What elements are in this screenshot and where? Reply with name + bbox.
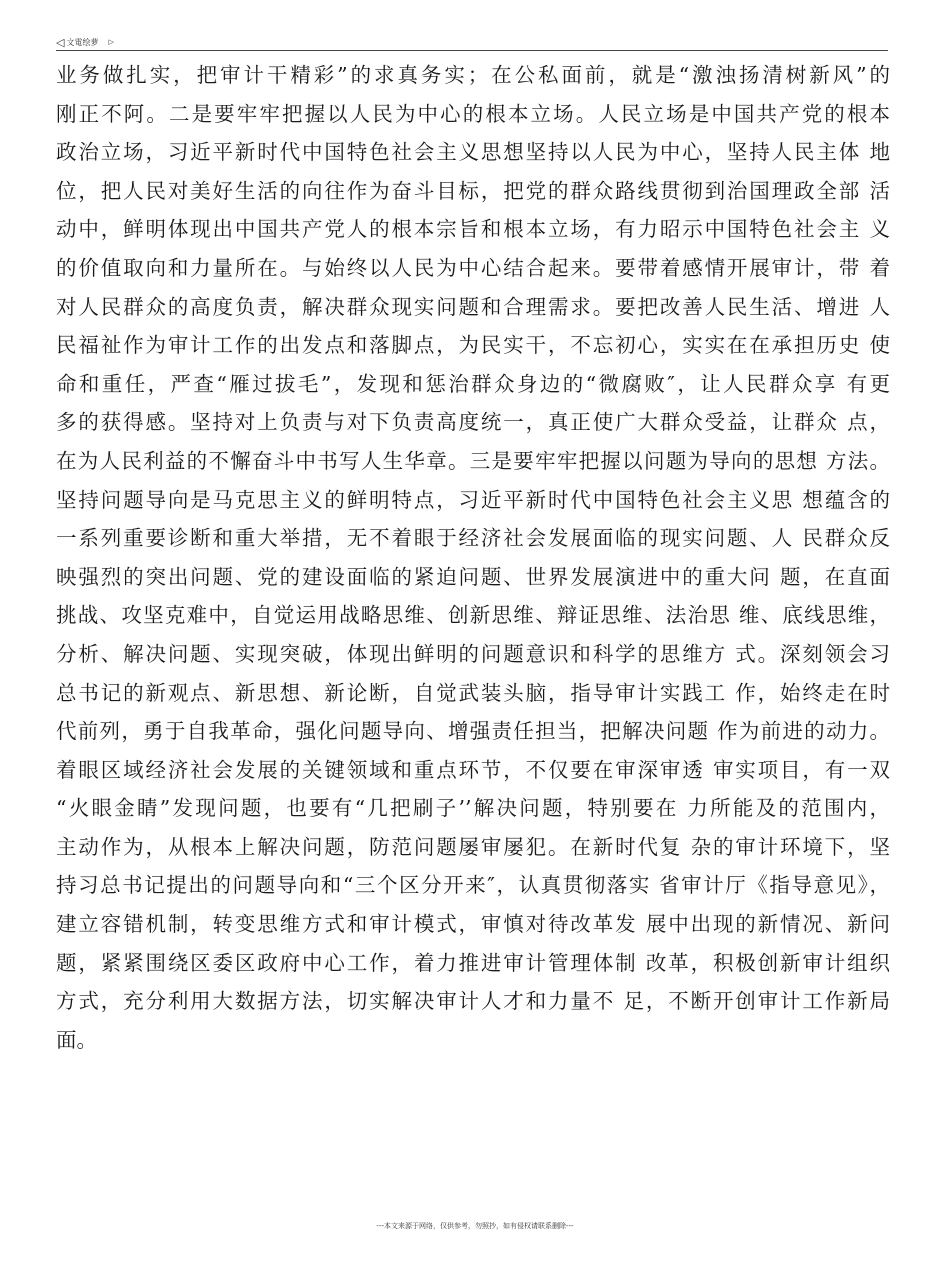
- body-line: 动中，鲜明体现出中国共产党人的根本宗旨和根本立场，有力昭示中国特色社会主 义: [56, 217, 890, 242]
- document-body: [56, 56, 890, 1059]
- body-line: 一系列重要诊断和重大举措，无不着眼于经济社会发展面临的现实问题、人 民群众反: [56, 526, 890, 551]
- right-triangle-icon: ▷: [108, 37, 114, 46]
- body-line: 映强烈的突出问题、党的建设面临的紧迫问题、世界发展演进中的重大问 题，在直面: [56, 564, 890, 589]
- body-line: 持习总书记提出的问题导向和“三个区分开来″，认真贯彻落实 省审计厅《指导意见》，: [56, 873, 890, 898]
- body-line: “火眼金睛”发现问题，也要有“几把刷子’’解决问题，特别要在 力所能及的范围内，: [56, 796, 890, 821]
- page-header: [56, 34, 114, 50]
- body-line: 总书记的新观点、新思想、新论断，自觉武装头脑，指导审计实践工 作，始终走在时: [56, 680, 890, 705]
- body-line: 方式，充分利用大数据方法，切实解决审计人才和力量不 足，不断开创审计工作新局: [56, 989, 890, 1014]
- body-line: 坚持问题导向是马克思主义的鲜明特点，习近平新时代中国特色社会主义思 想蕴含的: [56, 487, 890, 512]
- body-line: 面。: [56, 1027, 97, 1052]
- body-line: 在为人民利益的不懈奋斗中书写人生华章。三是要牢牢把握以问题为导向的思想 方法。: [56, 448, 890, 473]
- body-line: 挑战、攻坚克难中，自觉运用战略思维、创新思维、辩证思维、法治思 维、底线思维，: [56, 603, 890, 628]
- body-line: 多的获得感。坚持对上负责与对下负责高度统一，真正使广大群众受益，让群众 点，: [56, 410, 890, 435]
- body-line: 刚正不阿。二是要牢牢把握以人民为中心的根本立场。人民立场是中国共产党的根本: [56, 101, 890, 126]
- body-line: 政治立场，习近平新时代中国特色社会主义思想坚持以人民为中心，坚持人民主体 地: [56, 140, 890, 165]
- left-triangle-icon: ◁: [56, 35, 65, 49]
- body-line: 位，把人民对美好生活的向往作为奋斗目标，把党的群众路线贯彻到治国理政全部 活: [56, 178, 890, 203]
- body-line: 分析、解决问题、实现突破，体现出鲜明的问题意识和科学的思维方 式。深刻领会习: [56, 641, 890, 666]
- body-line: 业务做扎实，把审计干精彩”的求真务实；在公私面前，就是“激浊扬清树新风”的: [56, 63, 890, 87]
- body-line: 代前列，勇于自我革命，强化问题导向、增强责任担当，把解决问题 作为前进的动力。: [56, 719, 890, 744]
- body-line: 命和重任，严查“雁过拔毛”，发现和惩治群众身边的“微腐败″，让人民群众享 有更: [56, 371, 890, 396]
- page-footer: ---本文来源于网络，仅供参考，勿照抄，如有侵权请联系删除---: [376, 1222, 574, 1230]
- body-line: 民福祉作为审计工作的出发点和落脚点，为民实干，不忘初心，实实在在承担历史 使: [56, 333, 890, 358]
- body-line: 的价值取向和力量所在。与始终以人民为中心结合起来。要带着感情开展审计，带 着: [56, 255, 890, 280]
- body-line: 题，紧紧围绕区委区政府中心工作，着力推进审计管理体制 改革，积极创新审计组织: [56, 950, 890, 975]
- header-brand: 文電绘萝: [66, 37, 99, 47]
- body-line: 建立容错机制，转变思维方式和审计模式，审慎对待改革发 展中出现的新情况、新问: [56, 912, 890, 937]
- body-line: 着眼区域经济社会发展的关键领域和重点环节，不仅要在审深审透 审实项目，有一双: [56, 757, 890, 782]
- body-line: 对人民群众的高度负责，解决群众现实问题和合理需求。要把改善人民生活、增进 人: [56, 294, 890, 319]
- header-divider: [56, 50, 888, 51]
- body-line: 主动作为，从根本上解决问题，防范问题屡审屡犯。在新时代复 杂的审计环境下，坚: [56, 834, 890, 859]
